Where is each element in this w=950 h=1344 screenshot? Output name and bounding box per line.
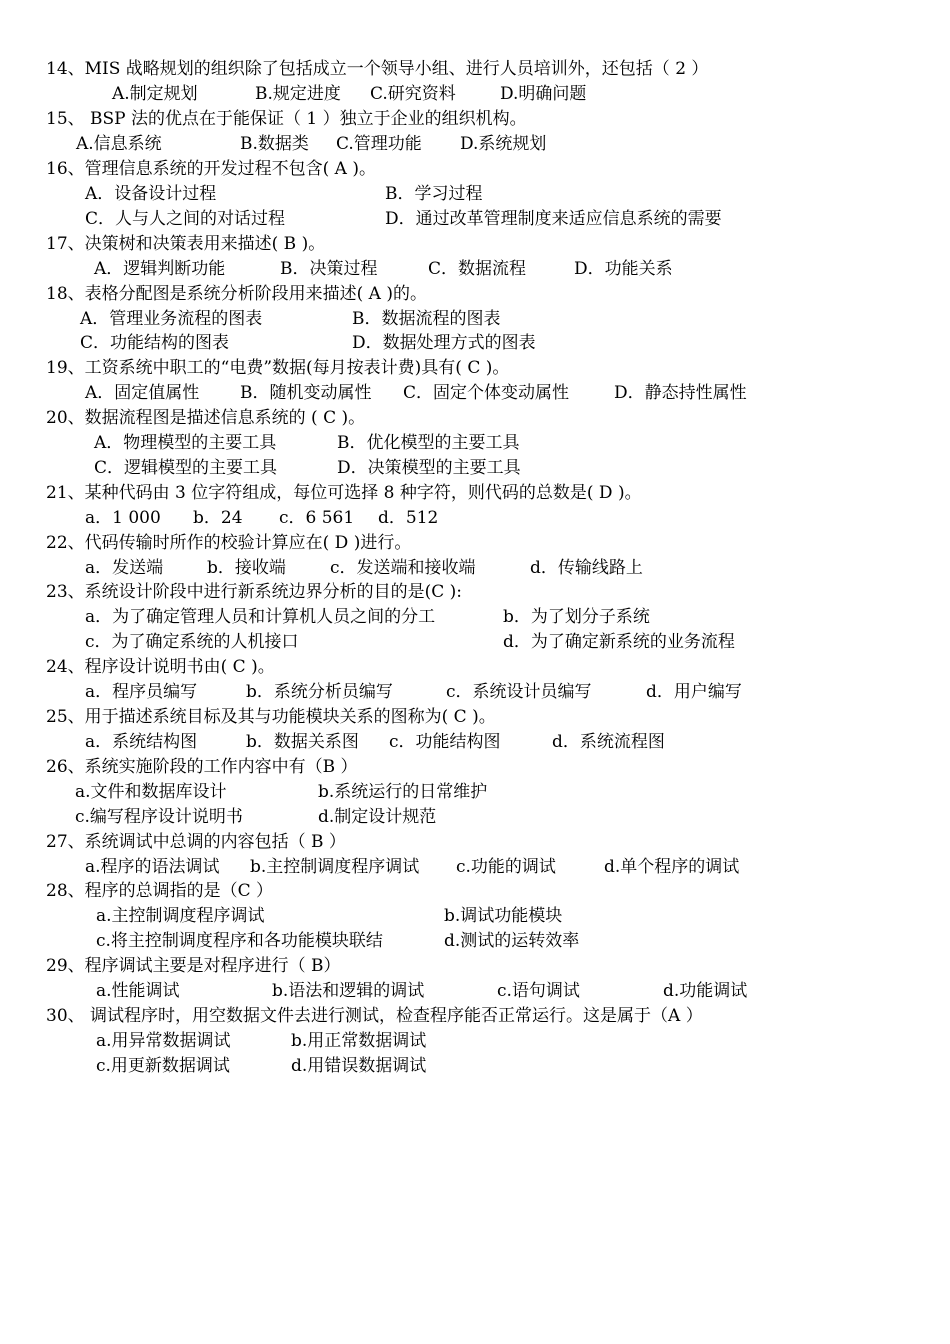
option-d: D．数据处理方式的图表 <box>352 333 536 353</box>
option-a: a．程序员编写 <box>85 682 198 702</box>
option-b: b．24 <box>193 508 243 528</box>
option-a: a.主控制调度程序调试 <box>96 906 265 926</box>
option-d: D．决策模型的主要工具 <box>337 458 521 478</box>
option-a: a．发送端 <box>85 558 164 578</box>
option-a: A．物理模型的主要工具 <box>94 433 277 453</box>
option-a: A.信息系统 <box>76 134 162 154</box>
option-c: C．逻辑模型的主要工具 <box>94 458 278 478</box>
option-a: A．管理业务流程的图表 <box>80 309 263 329</box>
option-d: d．用户编写 <box>646 682 742 702</box>
option-c: c．功能结构图 <box>389 732 501 752</box>
option-b: B.数据类 <box>240 134 309 154</box>
option-c: c．6 561 <box>279 508 355 528</box>
option-a: a.文件和数据库设计 <box>75 782 227 802</box>
option-b: B．决策过程 <box>280 259 378 279</box>
option-d: d.功能调试 <box>663 981 748 1001</box>
option-a: A.制定规划 <box>112 84 198 104</box>
option-c: c.用更新数据调试 <box>96 1056 230 1076</box>
option-d: d．为了确定新系统的业务流程 <box>503 632 735 652</box>
option-d: D．静态持性属性 <box>614 383 747 403</box>
option-c: C．数据流程 <box>428 259 527 279</box>
option-a: a.程序的语法调试 <box>85 857 220 877</box>
option-c: C．固定个体变动属性 <box>403 383 570 403</box>
option-b: b.主控制调度程序调试 <box>250 857 420 877</box>
option-c: C.管理功能 <box>336 134 422 154</box>
option-a: A．固定值属性 <box>85 383 200 403</box>
option-d: d.单个程序的调试 <box>604 857 740 877</box>
option-c: C．功能结构的图表 <box>80 333 230 353</box>
option-b: B．随机变动属性 <box>240 383 372 403</box>
option-a: a．1 000 <box>85 508 161 528</box>
option-c: c.编写程序设计说明书 <box>75 807 243 827</box>
option-b: b．为了划分子系统 <box>503 607 650 627</box>
option-d: d.测试的运转效率 <box>444 931 580 951</box>
option-b: b．接收端 <box>207 558 286 578</box>
option-b: B.规定进度 <box>255 84 341 104</box>
option-b: B．学习过程 <box>385 184 483 204</box>
option-b: B．优化模型的主要工具 <box>337 433 520 453</box>
option-c: c．为了确定系统的人机接口 <box>85 632 299 652</box>
option-c: c．系统设计员编写 <box>446 682 592 702</box>
option-d: D.系统规划 <box>460 134 547 154</box>
option-b: B．数据流程的图表 <box>352 309 501 329</box>
option-d: d.用错误数据调试 <box>291 1056 427 1076</box>
document-page: 14、MIS 战略规划的组织除了包括成立一个领导小组、进行人员培训外，还包括（ 2 ） A.制定规划 B.规定进度 C.研究资料 D.明确问题 15、 BSP 法的优点在于能保证（ 1 ）独立于企业的组织机构。 A.信息系统 B.数据类 C.管理功能 D.系统规划 16、管理信息系统的开发过程不包含( A )。 A．设备设计过程 B．学习过程 C．人与人之间的对话过程 D．通过改革管理制度来适应信息系统的需要 17、决策树和决策表用来描述( B )。 A．逻辑判断功能 B．决策过程 C．数据流程 D．功能关系 18、表格分配图是系统分析阶段用来描述( A )的。 A．管理业务流程的图表 B．数据流程的图表 C．功能结构的图表 D．数据处理方式的图表 19、工资系统中职工的“电费”数据(每月按表计费)具有( C )。 A．固定值属性 B．随机变动属性 C．固定个体变动属性 D．静态持性属性 20、数据流程图是描述信息系统的 ( C )。 A．物理模型的主要工具 B．优化模型的主要工具 C．逻辑模型的主要工具 D．决策模型的主要工具 21、某种代码由 3 位字符组成，每位可选择 8 种字符，则代码的总数是( D )。 a．1 000 b．24 c．6 561 d．512 22、代码传输时所作的校验计算应在( D )进行。 a．发送端 b．接收端 c．发送端和接收端 d．传输线路上 23、系统设计阶段中进行新系统边界分析的目的是(C ): a．为了确定管理人员和计算机人员之间的分工 b．为了划分子系统 c．为了确定系统的人机接口 d．为了确定新系统的业务流程 24、程序设计说明书由( C )。 a．程序员编写 b．系统分析员编写 c．系统设计员编写 d．用户编写 25、用于描述系统目标及其与功能模块关系的图称为( C )。 a．系统结构图 b．数据关系图 c．功能结构图 d．系统流程图 26、系统实施阶段的工作内容中有（B ） a.文件和数据库设计 b.系统运行的日常维护 c.编写程序设计说明书 d.制定设计规范 27、系统调试中总调的内容包括（ B ） a.程序的语法调试 b.主控制调度程序调试 c.功能的调试 d.单个程序的调试 28、程序的总调指的是（C ） a.主控制调度程序调试 b.调试功能模块 c.将主控制调度程序和各功能模块联结 d.测试的运转效率 29、程序调试主要是对程序进行（ B） a.性能调试 b.语法和逻辑的调试 c.语句调试 d.功能调试 30、 调试程序时，用空数据文件去进行测试，检查程序能否正常运行。这是属于（A ） a.用异常数据调试 b.用正常数据调试 c.用更新数据调试 d.用错误数据调试 <box>0 0 950 1344</box>
option-a: a.性能调试 <box>96 981 180 1001</box>
option-d: d．512 <box>378 508 439 528</box>
option-b: b.语法和逻辑的调试 <box>272 981 425 1001</box>
option-d: d．系统流程图 <box>552 732 665 752</box>
option-a: a．系统结构图 <box>85 732 198 752</box>
option-c: C．人与人之间的对话过程 <box>85 209 286 229</box>
option-b: b.用正常数据调试 <box>291 1031 427 1051</box>
option-c: c.将主控制调度程序和各功能模块联结 <box>96 931 383 951</box>
option-a: a．为了确定管理人员和计算机人员之间的分工 <box>85 607 436 627</box>
option-b: b．系统分析员编写 <box>246 682 393 702</box>
option-b: b.调试功能模块 <box>444 906 563 926</box>
option-a: A．逻辑判断功能 <box>94 259 226 279</box>
option-d: D．通过改革管理制度来适应信息系统的需要 <box>385 209 722 229</box>
option-a: A．设备设计过程 <box>85 184 217 204</box>
option-b: b．数据关系图 <box>246 732 359 752</box>
option-b: b.系统运行的日常维护 <box>318 782 488 802</box>
option-c: c．发送端和接收端 <box>330 558 476 578</box>
option-c: C.研究资料 <box>370 84 456 104</box>
option-d: d．传输线路上 <box>530 558 643 578</box>
option-c: c.功能的调试 <box>456 857 556 877</box>
option-d: d.制定设计规范 <box>318 807 437 827</box>
option-c: c.语句调试 <box>497 981 580 1001</box>
option-d: D.明确问题 <box>500 84 587 104</box>
option-d: D．功能关系 <box>574 259 673 279</box>
option-a: a.用异常数据调试 <box>96 1031 231 1051</box>
